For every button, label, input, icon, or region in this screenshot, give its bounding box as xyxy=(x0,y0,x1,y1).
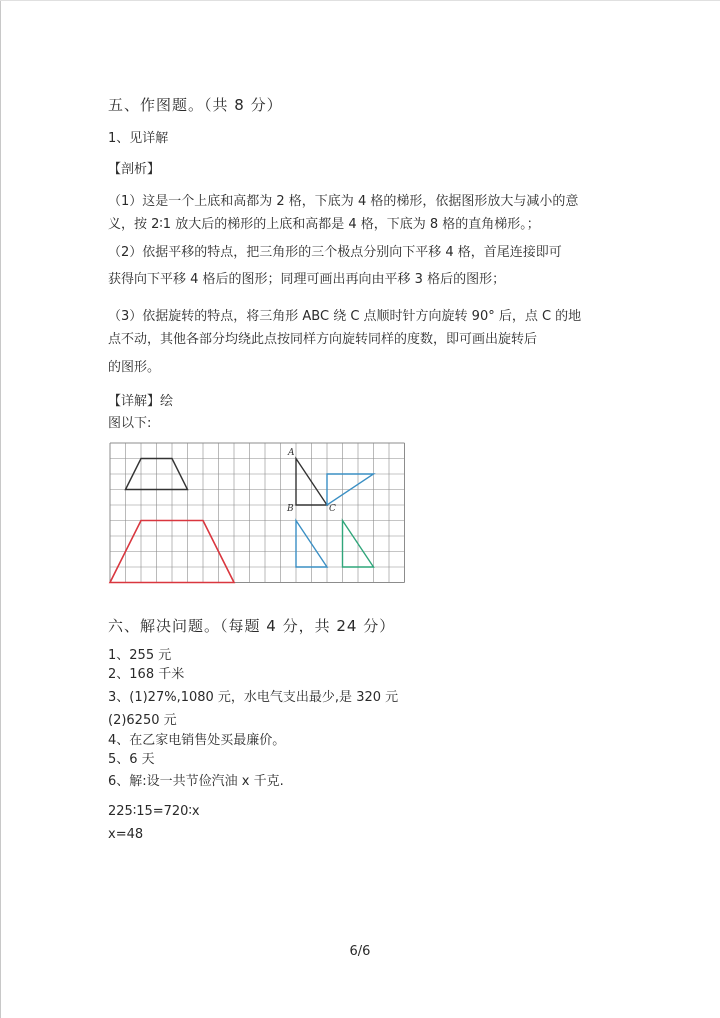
analysis-p3-line2: 点不动，其他各部分均绕此点按同样方向旋转同样的度数，即可画出旋转后 xyxy=(108,332,538,347)
answer-3b: (2)6250 元 xyxy=(108,713,177,728)
analysis-p3-line1: （3）依据旋转的特点，将三角形 ABC 绕 C 点顺时针方向旋转 90° 后，点 C 的地 xyxy=(108,309,582,324)
answer-2: 2、168 千米 xyxy=(108,667,185,682)
grid-figure xyxy=(108,440,412,588)
answer-item-1: 1、见详解 xyxy=(108,131,169,146)
point-label-b: B xyxy=(287,504,294,514)
point-label-c: C xyxy=(329,504,336,514)
answer-3: 3、(1)27%,1080 元，水电气支出最少,是 320 元 xyxy=(108,690,399,705)
section6-heading: 六、解决问题。（每题 4 分，共 24 分） xyxy=(108,617,396,635)
answer-1: 1、255 元 xyxy=(108,648,172,663)
analysis-p2-line2: 获得向下平移 4 格后的图形；同理可画出再向由平移 3 格后的图形； xyxy=(108,272,506,287)
analysis-p1-line1: （1）这是一个上底和高都为 2 格，下底为 4 格的梯形，依据图形放大与减小的意 xyxy=(108,194,579,209)
detail-line2: 图以下: xyxy=(108,416,152,431)
equation-1: 225∶15=720∶x xyxy=(108,804,200,819)
analysis-p1-line2: 义，按 2∶1 放大后的梯形的上底和高都是 4 格，下底为 8 格的直角梯形。； xyxy=(108,217,540,232)
point-label-a: A xyxy=(288,448,295,458)
answer-5: 5、6 天 xyxy=(108,752,155,767)
page-number: 6/6 xyxy=(349,944,371,959)
equation-2: x=48 xyxy=(108,827,144,842)
answer-4: 4、在乙家电销售处买最廉价。 xyxy=(108,733,286,748)
page-border-top xyxy=(0,0,720,1)
detail-tag: 【详解】绘 xyxy=(108,394,174,409)
answer-6: 6、解:设一共节俭汽油 x 千克. xyxy=(108,774,284,789)
section5-heading: 五、作图题。（共 8 分） xyxy=(108,96,283,114)
analysis-tag: 【剖析】 xyxy=(108,162,161,177)
analysis-p2-line1: （2）依据平移的特点，把三角形的三个极点分别向下平移 4 格，首尾连接即可 xyxy=(108,245,562,260)
page-border-left xyxy=(0,0,1,1018)
analysis-p3-line3: 的图形。 xyxy=(108,360,161,375)
grid-lines xyxy=(110,443,405,583)
